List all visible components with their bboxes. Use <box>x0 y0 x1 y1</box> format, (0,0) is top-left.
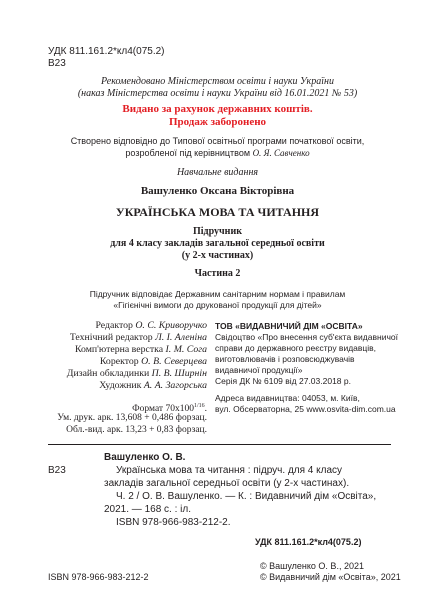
format-fraction: 1/16 <box>193 403 205 409</box>
program-supervisor: О. Я. Савченко <box>252 148 310 158</box>
separator-line <box>48 444 391 445</box>
recommendation-line-1: Рекомендовано Міністерством освіти і науки України <box>101 76 334 87</box>
format-suffix: . <box>204 404 207 415</box>
footer-copyright-author: © Вашуленко О. В., 2021 <box>260 561 364 571</box>
publisher-cert-line-2: справи до державного реєстру видавців, <box>215 343 377 353</box>
program-line-2 <box>0 148 435 159</box>
publisher-cert-line-4: видавничої продукції» <box>215 365 303 375</box>
publisher-cert-line-3: виготовлювачів і розповсюджувачів <box>215 354 355 364</box>
publisher-cert-line-1: Свідоцтво «Про внесення суб'єкта видавничої <box>215 332 398 342</box>
staff-tech-editor <box>70 332 207 344</box>
publisher-address-line-2: вул. Обсерваторна, 25 www.osvita-dim.com.ua <box>215 404 396 414</box>
staff-cover-design <box>67 368 207 380</box>
staff-name: Л. І. Аленіна <box>155 332 207 343</box>
catalog-code: В23 <box>48 465 66 476</box>
sanitary-line-1: Підручник відповідає Державним санітарним нормам і правилам <box>89 289 346 299</box>
catalog-isbn: ISBN 978-966-983-212-2. <box>116 517 231 528</box>
recommendation-line-2: (наказ Міністерства освіти і науки України від 16.01.2021 № 53) <box>77 88 358 99</box>
staff-role: Редактор <box>95 320 133 331</box>
catalog-line-1: Українська мова та читання : підруч. для 4 класу <box>116 465 343 476</box>
staff-role: Комп'ютерна верстка <box>74 344 164 355</box>
format-print-sheets: Ум. друк. арк. 13,608 + 0,486 форзац. <box>57 413 207 423</box>
funding-line-2: Продаж заборонено <box>168 116 267 128</box>
staff-name: П. В. Ширнін <box>151 368 207 379</box>
book-title: УКРАЇНСЬКА МОВА ТА ЧИТАННЯ <box>115 205 320 219</box>
format-prefix: Формат 70х100 <box>132 404 194 415</box>
publisher-name: ТОВ «ВИДАВНИЧИЙ ДІМ «ОСВІТА» <box>215 321 363 331</box>
footer-copyright-publisher: © Видавничий дім «Освіта», 2021 <box>260 572 401 582</box>
staff-role: Коректор <box>99 356 139 367</box>
footer-isbn: ISBN 978-966-983-212-2 <box>48 572 149 582</box>
publisher-address-line-1: Адреса видавництва: 04053, м. Київ, <box>215 393 360 403</box>
staff-layout <box>75 344 207 356</box>
catalog-line-2: закладів загальної середньої освіти (у 2-х частинах). <box>104 478 350 489</box>
staff-artist <box>99 380 207 392</box>
funding-line-1: Видано за рахунок державних коштів. <box>122 103 313 115</box>
subtitle-line-2: для 4 класу закладів загальної середньої освіти <box>110 238 325 249</box>
staff-name: І. М. Сога <box>165 344 207 355</box>
staff-role: Технічний редактор <box>69 332 153 343</box>
udk-code: УДК 811.161.2*кл4(075.2) <box>48 46 165 57</box>
author-name: Вашуленко Оксана Вікторівна <box>140 185 295 197</box>
program-prefix: розробленої під керівництвом <box>125 148 253 158</box>
staff-proofreader <box>100 356 207 368</box>
format-publish-sheets: Обл.-вид. арк. 13,23 + 0,83 форзац. <box>66 425 207 435</box>
edition-type: Навчальне видання <box>176 167 259 178</box>
catalog-line-3: Ч. 2 / О. В. Вашуленко. — К. : Видавничий дім «Освіта», <box>116 491 377 502</box>
subtitle-line-3: (у 2-х частинах) <box>181 250 254 261</box>
catalog-author: Вашуленко О. В. <box>104 452 186 463</box>
program-line-1: Створено відповідно до Типової освітньої програми початкової освіти, <box>70 136 365 146</box>
sanitary-line-2: «Гігієнічні вимоги до друкованої продукції для дітей» <box>113 300 322 310</box>
catalog-line-4: 2021. — 168 с. : іл. <box>104 504 191 515</box>
staff-role: Художник <box>99 380 142 391</box>
staff-name: О. С. Криворучко <box>135 320 207 331</box>
staff-name: А. А. Загорська <box>143 380 207 391</box>
subtitle-line-1: Підручник <box>193 226 242 237</box>
staff-editor <box>95 320 207 332</box>
publisher-cert-line-5: Серія ДК № 6109 від 27.03.2018 р. <box>215 376 351 386</box>
staff-role: Дизайн обкладинки <box>66 368 150 379</box>
staff-name: О. В. Северцева <box>141 356 207 367</box>
catalog-udk: УДК 811.161.2*кл4(075.2) <box>255 537 362 547</box>
part-number: Частина 2 <box>194 268 241 279</box>
bbk-code: В23 <box>48 58 66 69</box>
